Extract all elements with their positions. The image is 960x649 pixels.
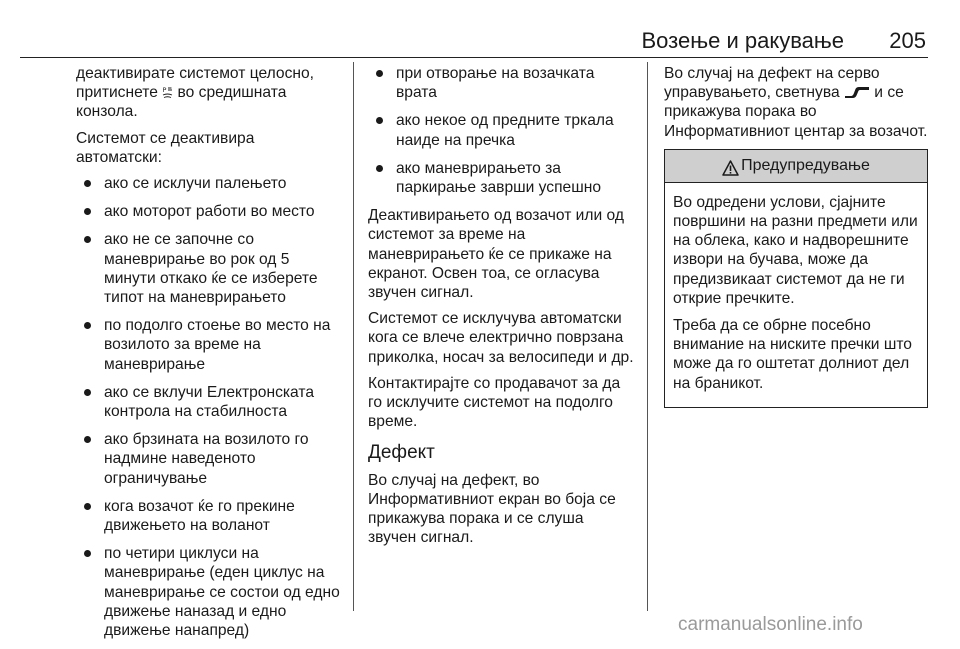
watermark: carmanualsonline.info xyxy=(678,614,863,635)
deactivation-list-continued xyxy=(368,64,636,197)
list-item: ако моторот работи во место xyxy=(76,202,342,221)
list-item: кога возачот ќе го прекине движењето на воланот xyxy=(76,497,342,535)
bullet xyxy=(84,236,91,243)
paragraph-fault: Во случај на дефект, во Информативниот екран во боја се прикажува порака и се слуша звучен сигнал. xyxy=(368,471,616,547)
list-item: ако брзината на возилото го надмине наведеното ограничување xyxy=(76,430,342,488)
list-item: ако некое од предните тркала наиде на пречка xyxy=(368,111,636,149)
deactivation-list xyxy=(76,174,342,640)
heading-fault: Дефект xyxy=(368,442,435,464)
page-header xyxy=(20,24,928,58)
paragraph-deactivate: деактивирате системот целосно, притиснете P во средишната конзола. xyxy=(76,65,315,121)
column-3 xyxy=(664,64,928,408)
list-item: по четири циклуси на маневрирање (еден циклус на маневрирање се состои од едно движење наназад и едно движење нанапред) xyxy=(76,544,342,640)
bullet xyxy=(84,503,91,510)
paragraph-deactivation-display: Деактивирањето од возачот или од системот за време на маневрирањето ќе се прикаже на екранот. Освен тоа, се огласува звучен сигнал. xyxy=(368,207,624,302)
list-item: по подолго стоење во место на возилото за време на маневрирање xyxy=(76,316,342,374)
paragraph-steering-fault: Во случај на дефект на серво управувањето, светнува и се прикажува порака во Информативниот центар за возачот. xyxy=(664,65,928,140)
bullet xyxy=(84,208,91,215)
list-item: ако маневрирањето за паркирање заврши успешно xyxy=(368,159,636,197)
svg-text:P: P xyxy=(162,85,167,94)
list-item: при отворање на возачката врата xyxy=(368,64,636,102)
parking-sensor-icon xyxy=(162,86,173,99)
list-item: ако не се започне со маневрирање во рок од 5 минути откако ќе се изберете типот на маневрирањето xyxy=(76,230,342,307)
warning-paragraph-2: Треба да се обрне посебно внимание на ниските пречки што може да го оштетат долниот дел на браникот. xyxy=(673,317,912,392)
list-item: ако се исклучи палењето xyxy=(76,174,342,193)
bullet xyxy=(84,180,91,187)
column-divider-left xyxy=(353,62,354,611)
warning-paragraph-1: Во одредени услови, сјајните површини на разни предмети или на облека, како и надворешните извори на бучава, може да предизвикаат системот да не ги открие пречките. xyxy=(673,193,918,307)
bullet xyxy=(84,389,91,396)
bullet xyxy=(376,117,383,124)
bullet xyxy=(376,165,383,172)
warning-triangle-icon xyxy=(722,156,739,172)
warning-title: Предупредување xyxy=(741,156,870,174)
section-title: Возење и ракување xyxy=(641,28,844,53)
column-divider-right xyxy=(647,62,648,611)
list-item: ако се вклучи Електронската контрола на стабилноста xyxy=(76,383,342,421)
column-2 xyxy=(368,64,636,554)
column-1 xyxy=(76,64,342,649)
bullet xyxy=(84,322,91,329)
paragraph-contact-dealer: Контактирајте со продавачот за да го исклучите системот на подолго време. xyxy=(368,374,621,431)
bullet xyxy=(376,70,383,77)
warning-body xyxy=(665,183,927,407)
bullet xyxy=(84,436,91,443)
paragraph-trailer: Системот се исклучува автоматски кога се влече електрично поврзана приколка, носач за велосипеди и др. xyxy=(368,310,634,366)
warning-box xyxy=(664,149,928,408)
paragraph-auto-deactivate: Системот се деактивира автоматски: xyxy=(76,129,255,166)
warning-header xyxy=(665,150,927,183)
header-rule xyxy=(20,57,928,58)
bullet xyxy=(84,550,91,557)
page-number: 205 xyxy=(889,28,926,53)
steering-fault-icon xyxy=(844,86,870,98)
